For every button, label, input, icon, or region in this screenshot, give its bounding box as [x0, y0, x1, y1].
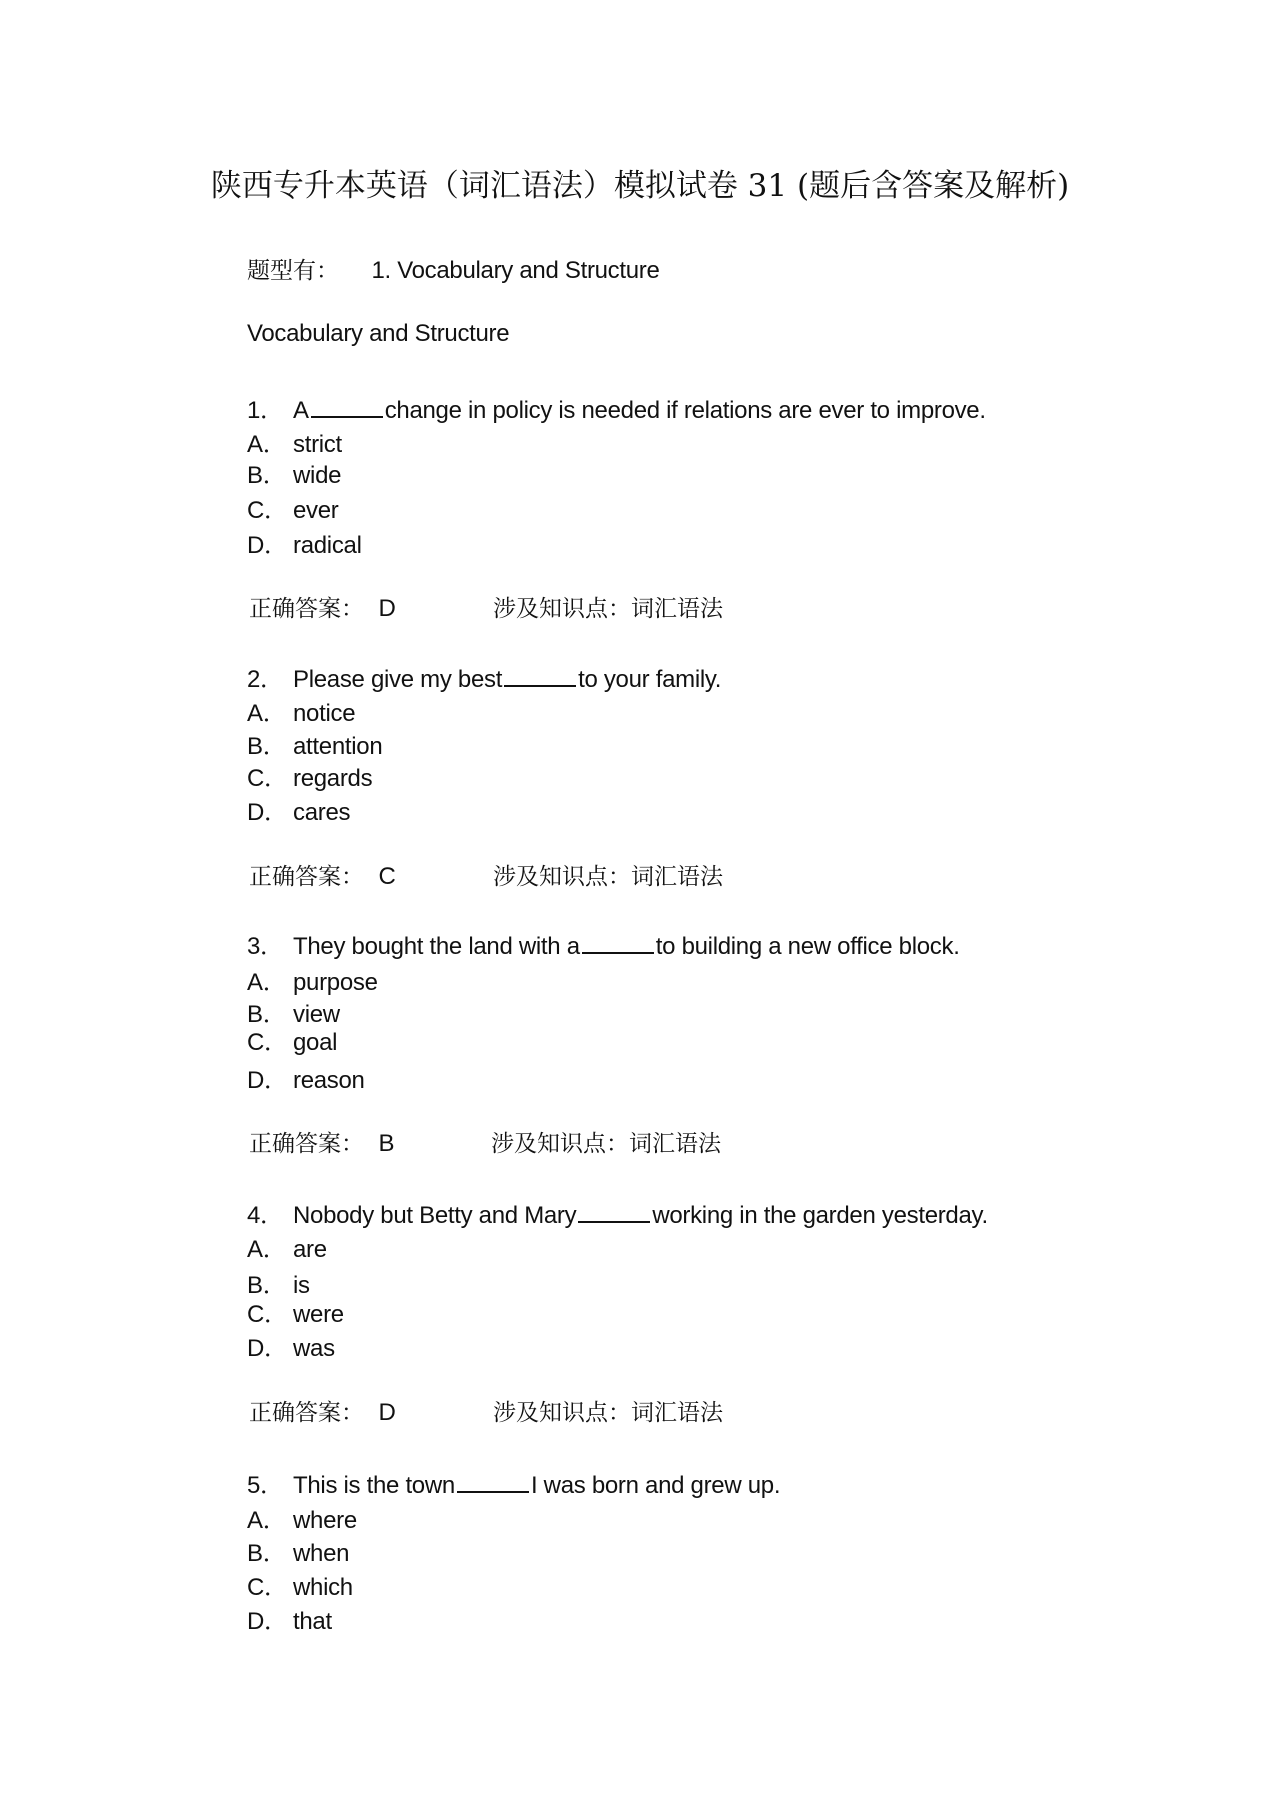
- stem-before: Nobody but Betty and Mary: [293, 1202, 577, 1229]
- option-letter: A．: [247, 969, 287, 996]
- option-letter: D．: [247, 1335, 288, 1362]
- question-stem: [247, 1465, 780, 1500]
- option-text: are: [293, 1236, 327, 1263]
- question-type-line: [247, 252, 660, 285]
- stem-after: I was born and grew up.: [530, 1472, 781, 1499]
- option-a: [247, 424, 342, 459]
- option-text: that: [293, 1608, 332, 1635]
- question-number: 5．: [247, 1472, 284, 1499]
- knowledge-value: 词汇语法: [631, 864, 723, 890]
- option-b: [247, 455, 341, 490]
- question-stem: [247, 659, 721, 694]
- document-title: 陕西专升本英语（词汇语法）模拟试卷 31 (题后含答案及解析): [210, 168, 1070, 204]
- stem-after: to building a new office block.: [655, 933, 960, 960]
- option-text: notice: [293, 700, 356, 727]
- knowledge-label: 涉及知识点：: [493, 1400, 631, 1426]
- option-c: [247, 1567, 353, 1602]
- section-heading: Vocabulary and Structure: [247, 320, 510, 347]
- option-text: where: [293, 1507, 357, 1534]
- option-text: was: [293, 1335, 335, 1362]
- option-letter: B．: [247, 733, 287, 760]
- option-letter: A．: [247, 700, 287, 727]
- option-a: [247, 1500, 357, 1535]
- option-d: [247, 1328, 335, 1363]
- option-text: when: [293, 1540, 350, 1567]
- option-c: [247, 758, 372, 793]
- option-letter: D．: [247, 1608, 288, 1635]
- option-letter: A．: [247, 1236, 287, 1263]
- stem-after: to your family.: [578, 666, 722, 693]
- answer-value: D: [378, 1399, 396, 1426]
- question-type-label: 题型有：: [247, 258, 339, 284]
- option-letter: D．: [247, 799, 288, 826]
- knowledge-line: [491, 1125, 721, 1158]
- answer-value: C: [378, 863, 396, 890]
- answer-blank: [578, 1201, 650, 1223]
- stem-after: change in policy is needed if relations are ever to improve.: [384, 397, 986, 424]
- knowledge-line: [493, 858, 723, 891]
- option-text: view: [293, 1001, 340, 1028]
- knowledge-label: 涉及知识点：: [491, 1131, 629, 1157]
- stem-after: working in the garden yesterday.: [652, 1202, 988, 1229]
- option-d: [247, 525, 362, 560]
- stem-before: Please give my best: [293, 666, 503, 693]
- option-letter: A．: [247, 1507, 287, 1534]
- stem-before: They bought the land with a: [293, 933, 580, 960]
- knowledge-value: 词汇语法: [631, 596, 723, 622]
- option-text: which: [293, 1574, 353, 1601]
- option-text: radical: [293, 532, 362, 559]
- option-a: [247, 1229, 327, 1264]
- answer-label: 正确答案：: [249, 1400, 364, 1426]
- question-number: 2．: [247, 666, 284, 693]
- answer-label: 正确答案：: [249, 596, 364, 622]
- option-letter: C．: [247, 1301, 288, 1328]
- knowledge-line: [493, 590, 723, 623]
- option-text: were: [293, 1301, 344, 1328]
- option-text: strict: [293, 431, 342, 458]
- answer-blank: [311, 396, 383, 418]
- knowledge-value: 词汇语法: [631, 1400, 723, 1426]
- option-text: attention: [293, 733, 383, 760]
- knowledge-label: 涉及知识点：: [493, 864, 631, 890]
- stem-before: A: [293, 397, 309, 424]
- option-c: [247, 490, 339, 525]
- option-text: is: [293, 1272, 310, 1299]
- knowledge-line: [493, 1394, 723, 1427]
- option-a: [247, 962, 378, 997]
- answer-line: [249, 858, 396, 891]
- question-number: 1．: [247, 397, 284, 424]
- option-letter: B．: [247, 1272, 287, 1299]
- answer-label: 正确答案：: [249, 864, 364, 890]
- answer-value: D: [378, 595, 396, 622]
- question-number: 4．: [247, 1202, 284, 1229]
- question-stem: [247, 390, 986, 425]
- option-d: [247, 1601, 332, 1636]
- option-letter: D．: [247, 532, 288, 559]
- option-text: goal: [293, 1029, 338, 1056]
- option-d: [247, 1060, 365, 1095]
- option-letter: B．: [247, 1540, 287, 1567]
- option-text: regards: [293, 765, 373, 792]
- question-stem: [247, 926, 960, 961]
- option-c: [247, 1022, 337, 1057]
- option-letter: C．: [247, 1029, 288, 1056]
- option-letter: C．: [247, 765, 288, 792]
- option-letter: B．: [247, 462, 287, 489]
- answer-blank: [457, 1471, 529, 1493]
- option-b: [247, 1533, 349, 1568]
- answer-blank: [582, 932, 654, 954]
- question-type-value: 1. Vocabulary and Structure: [371, 257, 660, 284]
- question-stem: [247, 1195, 988, 1230]
- option-b: [247, 726, 382, 761]
- answer-line: [249, 1125, 394, 1158]
- option-text: purpose: [293, 969, 378, 996]
- answer-line: [249, 1394, 396, 1427]
- answer-value: B: [378, 1130, 395, 1157]
- option-letter: C．: [247, 1574, 288, 1601]
- option-a: [247, 693, 355, 728]
- option-text: cares: [293, 799, 351, 826]
- option-c: [247, 1294, 344, 1329]
- stem-before: This is the town: [293, 1472, 455, 1499]
- option-text: reason: [293, 1067, 365, 1094]
- option-letter: C．: [247, 497, 288, 524]
- answer-label: 正确答案：: [249, 1131, 364, 1157]
- answer-blank: [504, 665, 576, 687]
- option-letter: A．: [247, 431, 287, 458]
- knowledge-value: 词汇语法: [629, 1131, 721, 1157]
- option-letter: B．: [247, 1001, 287, 1028]
- knowledge-label: 涉及知识点：: [493, 596, 631, 622]
- question-number: 3．: [247, 933, 284, 960]
- option-text: wide: [293, 462, 342, 489]
- option-letter: D．: [247, 1067, 288, 1094]
- option-d: [247, 792, 350, 827]
- answer-line: [249, 590, 396, 623]
- option-text: ever: [293, 497, 339, 524]
